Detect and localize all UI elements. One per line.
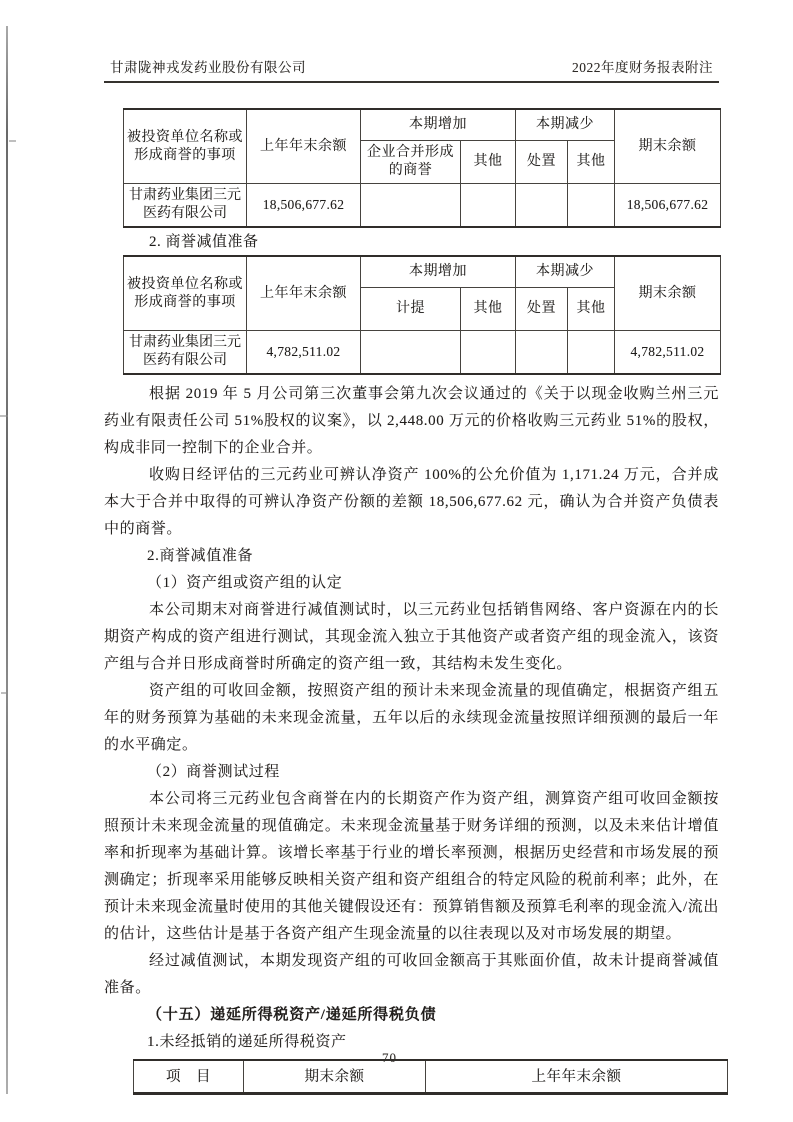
th-decrease: 本期减少 [516,109,615,141]
heading-deferred-tax: 1.未经抵销的递延所得税资产 [147,1034,347,1050]
th-prev-balance: 上年年末余额 [247,109,361,184]
th-disposal: 处置 [516,141,568,184]
impairment-provision-caption: 2. 商誉减值准备 [149,234,259,250]
goodwill-cost-table [123,108,721,228]
td-empty [516,331,568,375]
td-empty [461,331,516,375]
scan-mark [1,692,7,694]
th-decrease-other: 其他 [568,288,615,331]
th-merger-goodwill: 企业合并形成的商誉 [361,141,461,184]
th-decrease-other: 其他 [568,141,615,184]
th-increase: 本期增加 [361,256,516,288]
th-investee: 被投资单位名称或形成商誉的事项 [124,109,247,184]
td-investee-name: 甘肃药业集团三元医药有限公司 [124,331,247,375]
td-prev-value: 18,506,677.62 [247,184,361,228]
th-investee: 被投资单位名称或形成商誉的事项 [124,256,247,331]
td-end-value: 4,782,511.02 [615,331,721,375]
company-name: 甘肃陇神戎发药业股份有限公司 [110,60,306,75]
th-end-balance: 期末余额 [244,1060,426,1094]
heading-test-process: （2）商誉测试过程 [147,764,280,780]
td-investee-name: 甘肃药业集团三元医药有限公司 [124,184,247,228]
paragraph-asset-group-1: 本公司期末对商誉进行减值测试时，以三元药业包括销售网络、客户资源在内的长期资产构成的资产组进行测试，其现金流入独立于其他资产或者资产组的现金流入，该资产组与合并日形成商誉时所确定的资产组一致，其结构未发生变化。 [104,602,719,672]
th-decrease: 本期减少 [516,256,615,288]
heading-asset-group: （1）资产组或资产组的认定 [147,575,343,591]
td-end-value: 18,506,677.62 [615,184,721,228]
td-empty [568,184,615,228]
paragraph-test-process: 本公司将三元药业包含商誉在内的长期资产作为资产组，测算资产组可收回金额按照预计未来现金流量的现值确定。未来现金流量基于财务详细的预测，以及未来估计增值率和折现率为基础计算。该增长率基于行业的增长率预测，根据历史经营和市场发展的预测确定；折现率采用能够反映相关资产组和资产组组合的特定风险的税前利率；此外，在预计未来现金流量时使用的其他关键假设还有：预算销售额及预算毛利率的现金流入/流出的估计，这些估计是基于各资产组产生现金流量的以往表现以及对市场发展的期望。 [104,791,719,942]
th-end-balance: 期末余额 [615,256,721,331]
th-provision: 计提 [361,288,461,331]
td-empty [361,184,461,228]
th-increase: 本期增加 [361,109,516,141]
td-empty [516,184,568,228]
paragraph-conclusion: 经过减值测试，本期发现资产组的可收回金额高于其账面价值，故未计提商誉减值准备。 [104,953,719,996]
td-prev-value: 4,782,511.02 [247,331,361,375]
page-content [104,46,719,1095]
th-end-balance: 期末余额 [615,109,721,184]
paragraph-fair-value: 收购日经评估的三元药业可辨认净资产 100%的公允价值为 1,171.24 万元，合并成本大于合并中取得的可辨认净资产份额的差额 18,506,677.62 元，确认为合并资产负债表中的商誉。 [104,467,719,537]
scan-mark [9,140,16,142]
th-increase-other: 其他 [461,288,516,331]
goodwill-impairment-table [123,255,721,375]
th-increase-other: 其他 [461,141,516,184]
page-number: 70 [382,1050,397,1065]
heading-section-15: （十五）递延所得税资产/递延所得税负债 [147,1007,437,1023]
paragraph-acquisition: 根据 2019 年 5 月公司第三次董事会第九次会议通过的《关于以现金收购兰州三元药业有限责任公司 51%股权的议案》，以 2,448.00 万元的价格收购三元药业 51%的股权，构成非同一控制下的企业合并。 [104,386,719,456]
td-empty [461,184,516,228]
th-prev-balance: 上年年末余额 [247,256,361,331]
th-item: 项 目 [134,1060,244,1094]
heading-impairment-provision: 2.商誉减值准备 [147,548,254,564]
td-empty [361,331,461,375]
report-title: 2022年度财务报表附注 [572,60,713,75]
scan-edge-artifact [6,26,8,1094]
td-empty [568,331,615,375]
th-disposal: 处置 [516,288,568,331]
th-prev-balance: 上年年末余额 [426,1060,728,1094]
paragraph-asset-group-2: 资产组的可收回金额，按照资产组的预计未来现金流量的现值确定，根据资产组五年的财务预算为基础的未来现金流量，五年以后的永续现金流量按照详细预测的最后一年的水平确定。 [104,683,719,753]
page-header [104,46,719,83]
scan-mark [0,415,8,417]
